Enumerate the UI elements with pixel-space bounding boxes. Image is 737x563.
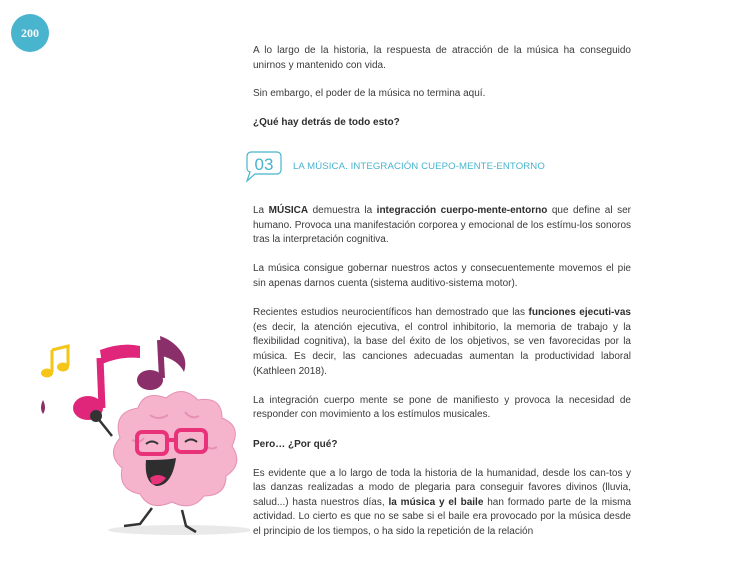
body-paragraph-3: Recientes estudios neurocientíficos han demostrado que las funciones ejecuti-vas (es decir, la atención ejecutiva, el control inhibitorio, la memoria de trabajo y la flexibilidad cognitiva), la base del éxito de los objetivos, se ven favorecidas por la música. Es decir, las canciones adecuadas aumentan la productividad laboral (Kathleen 2018).: [253, 307, 631, 377]
body-block: [253, 204, 631, 540]
section-heading: [243, 148, 545, 184]
body-paragraph-2: La música consigue gobernar nuestros actos y consecuentemente movemos el pie sin apenas darnos cuenta (sistema auditivo-sistema motor).: [253, 263, 631, 289]
intro-paragraph-2: Sin embargo, el poder de la música no termina aquí.: [253, 88, 486, 100]
body-paragraph-5: Es evidente que a lo largo de toda la historia de la humanidad, desde los can-tos y las danzas realizadas a modo de plegaria para conseguir favores divinos (lluvia, salud...) hasta nuestros días, la música y el baile han formado parte de la misma actividad. Lo cierto es que no se sabe si el baile era provocado por la música desde el principio de los tiempos, o ha sido la repetición de la relación: [253, 467, 632, 538]
section-number: 03: [254, 155, 274, 174]
section-title: LA MÚSICA. INTEGRACIÓN CUEPO-MENTE-ENTORNO: [293, 160, 545, 172]
brain-mascot-illustration: [0, 320, 250, 550]
speech-bubble-icon: [243, 148, 283, 184]
purple-note-icon: [137, 336, 185, 390]
body-question: Pero… ¿Por qué?: [253, 438, 338, 450]
yellow-note-icon: [41, 346, 69, 378]
page-number: 200: [21, 25, 39, 40]
body-paragraph-1: La MÚSICA demuestra la integracción cuerpo-mente-entorno que define al ser humano. Provoca una manifestación corporea y emocional de los estímu-los sonoros tras la interpretación cognitiva.: [253, 205, 631, 246]
intro-question: ¿Qué hay detrás de todo esto?: [253, 116, 400, 128]
intro-paragraph-1: A lo largo de la historia, la respuesta de atracción de la música ha conseguido unirnos y mantenido con vida.: [253, 45, 631, 71]
page-number-badge: [11, 14, 49, 52]
body-paragraph-4: La integración cuerpo mente se pone de manifiesto y provoca la necesidad de responder con movimiento a los estímulos musicales.: [253, 394, 631, 421]
small-note-icon: [41, 400, 45, 414]
intro-block: [253, 44, 631, 130]
magenta-note-icon: [73, 345, 140, 420]
